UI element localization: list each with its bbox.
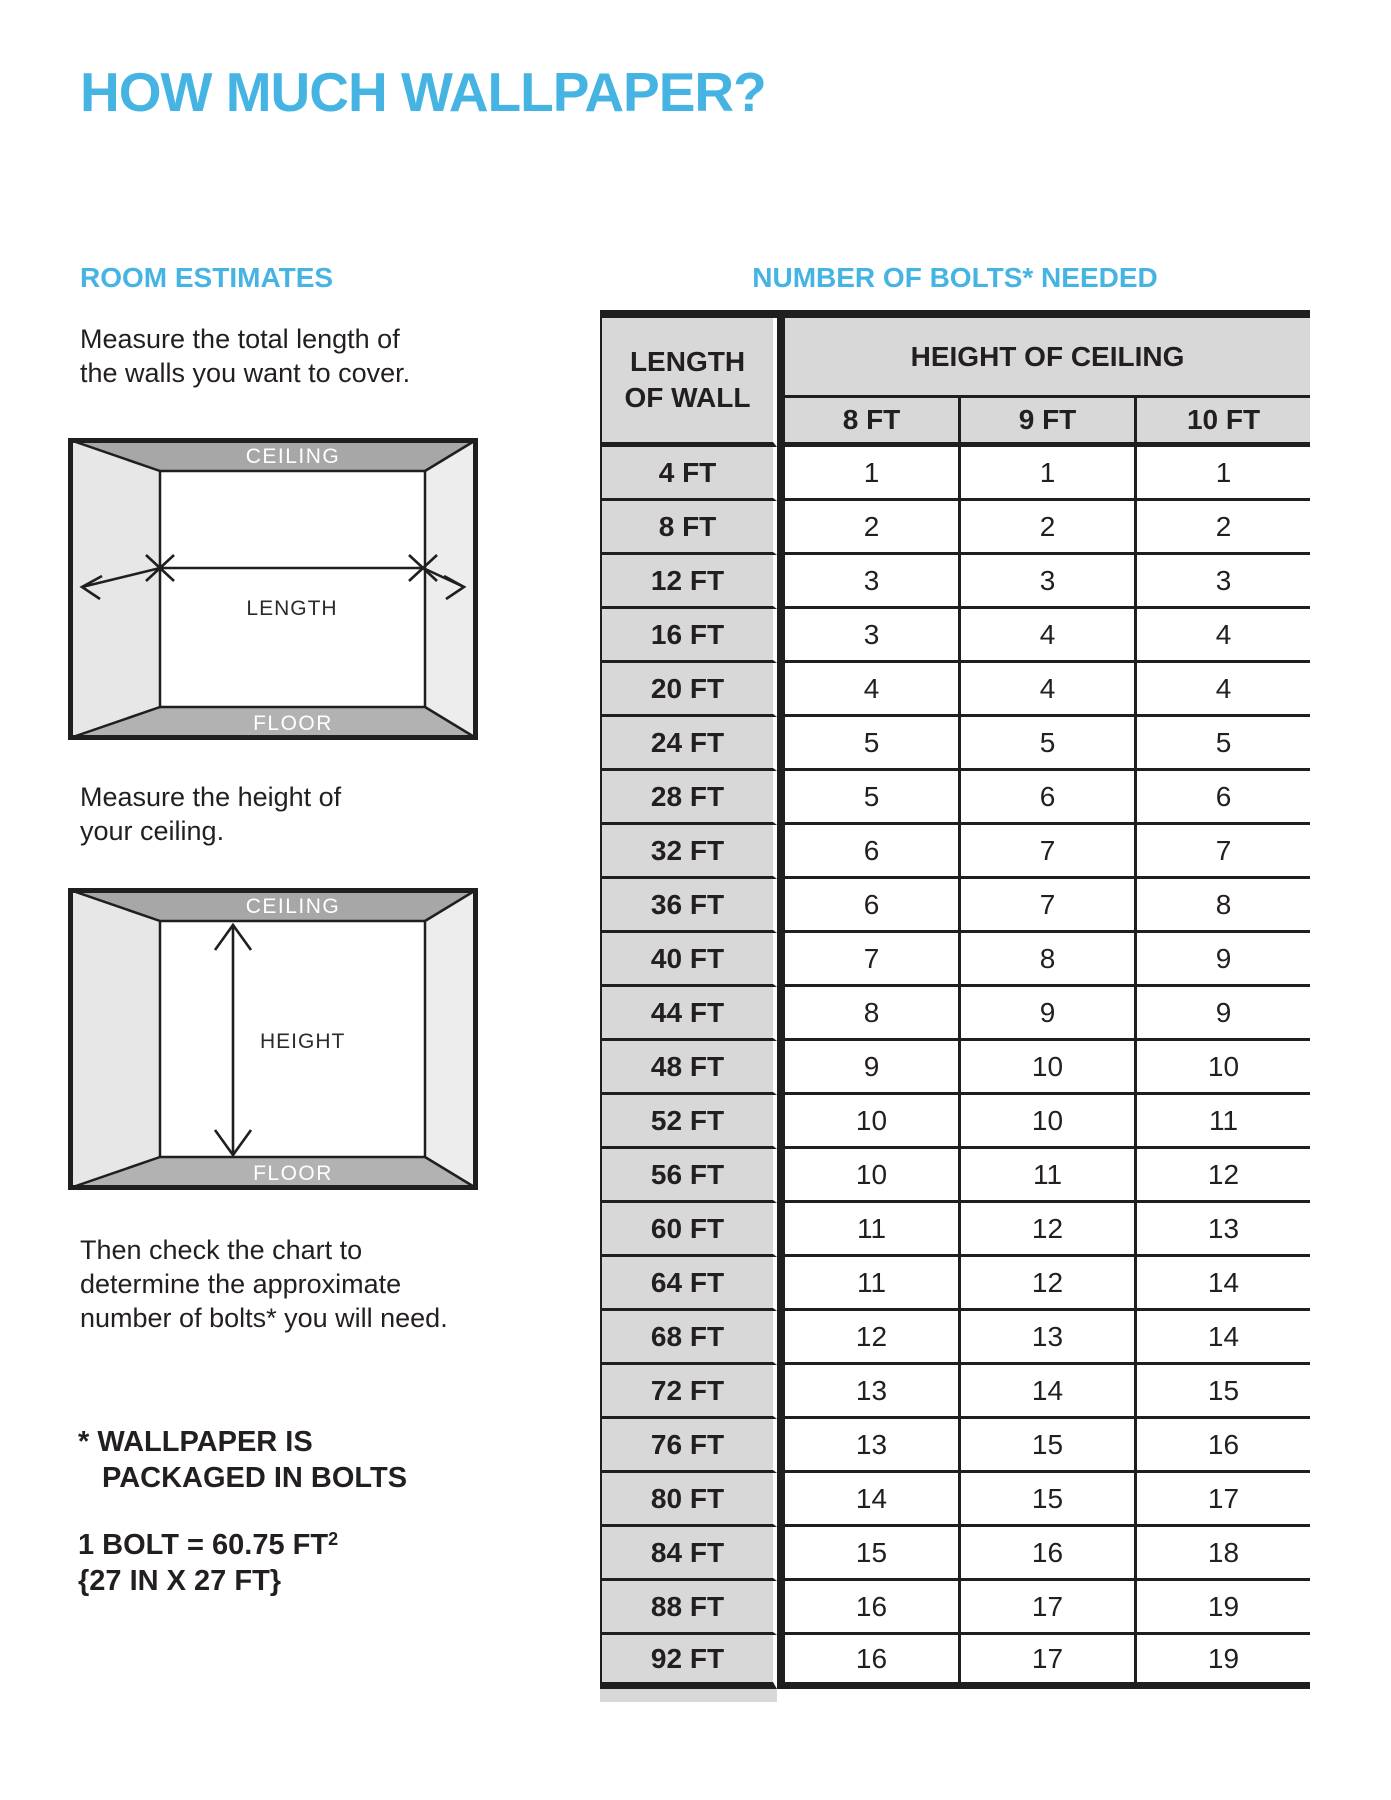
bolt-count-cell: 15 — [958, 1473, 1134, 1527]
row-label-wall-length: 80 FT — [600, 1473, 777, 1527]
row-label-wall-length: 40 FT — [600, 933, 777, 987]
bolt-count-cell: 4 — [777, 663, 958, 717]
row-label-wall-length: 64 FT — [600, 1257, 777, 1311]
bolt-count-cell: 16 — [777, 1635, 958, 1689]
table-heading: NUMBER OF BOLTS* NEEDED — [752, 262, 1158, 293]
bolt-count-cell: 6 — [958, 771, 1134, 825]
bolts-table — [600, 318, 1310, 1689]
bolt-count-cell: 1 — [1134, 447, 1310, 501]
bolt-count-cell: 3 — [1134, 555, 1310, 609]
bolt-count-cell: 7 — [1134, 825, 1310, 879]
bolt-count-cell: 9 — [1134, 987, 1310, 1041]
bolt-count-cell: 11 — [777, 1257, 958, 1311]
bolt-count-cell: 18 — [1134, 1527, 1310, 1581]
room-diagram-height — [68, 888, 478, 1190]
bolt-equation — [78, 1521, 338, 1599]
table-row — [600, 1041, 1310, 1095]
row-label-wall-length: 60 FT — [600, 1203, 777, 1257]
floor-label: FLOOR — [253, 1162, 333, 1185]
table-row — [600, 1365, 1310, 1419]
bolt-count-cell: 9 — [958, 987, 1134, 1041]
bolt-count-cell: 6 — [1134, 771, 1310, 825]
bolt-count-cell: 1 — [777, 447, 958, 501]
column-header-10ft: 10 FT — [1134, 398, 1310, 447]
wallpaper-bolts-footnote — [78, 1424, 407, 1496]
bolt-count-cell: 14 — [1134, 1257, 1310, 1311]
bolt-count-cell: 5 — [777, 771, 958, 825]
bolt-count-cell: 12 — [777, 1311, 958, 1365]
room-perspective-length-illustration — [68, 438, 478, 740]
bolt-count-cell: 12 — [958, 1257, 1134, 1311]
bolt-count-cell: 15 — [958, 1419, 1134, 1473]
bolt-count-cell: 16 — [1134, 1419, 1310, 1473]
bolt-count-cell: 10 — [777, 1095, 958, 1149]
row-label-wall-length: 4 FT — [600, 447, 777, 501]
table-row — [600, 933, 1310, 987]
bolt-count-cell: 17 — [958, 1581, 1134, 1635]
bolt-count-cell: 4 — [1134, 609, 1310, 663]
table-row — [600, 1095, 1310, 1149]
row-label-wall-length: 56 FT — [600, 1149, 777, 1203]
bolt-count-cell: 9 — [777, 1041, 958, 1095]
bolt-count-cell: 10 — [958, 1095, 1134, 1149]
height-label: HEIGHT — [260, 1030, 346, 1053]
bolt-count-cell: 17 — [1134, 1473, 1310, 1527]
bolt-count-cell: 4 — [958, 609, 1134, 663]
length-label: LENGTH — [246, 597, 338, 620]
bolt-count-cell: 3 — [958, 555, 1134, 609]
label-column-gray-tail — [600, 1689, 777, 1702]
row-label-wall-length: 92 FT — [600, 1635, 777, 1689]
bolt-count-cell: 11 — [1134, 1095, 1310, 1149]
table-row — [600, 1635, 1310, 1689]
bolt-count-cell: 2 — [1134, 501, 1310, 555]
instruction-line: Measure the total length of — [80, 324, 400, 354]
row-label-wall-length: 16 FT — [600, 609, 777, 663]
row-label-wall-length: 76 FT — [600, 1419, 777, 1473]
bolts-table-body — [600, 447, 1310, 1689]
table-row — [600, 1527, 1310, 1581]
bolt-count-cell: 5 — [1134, 717, 1310, 771]
corner-header-length-of-wall — [600, 318, 777, 447]
table-row — [600, 663, 1310, 717]
bolt-count-cell: 14 — [777, 1473, 958, 1527]
table-row — [600, 447, 1310, 501]
table-row — [600, 1203, 1310, 1257]
table-row — [600, 825, 1310, 879]
table-row — [600, 1581, 1310, 1635]
instruction-line: the walls you want to cover. — [80, 358, 411, 388]
bolts-table-container — [600, 310, 1310, 1689]
table-row — [600, 1257, 1310, 1311]
column-header-8ft: 8 FT — [777, 398, 958, 447]
height-of-ceiling-header: HEIGHT OF CEILING — [777, 318, 1310, 398]
bolt-count-cell: 14 — [1134, 1311, 1310, 1365]
bolt-count-cell: 4 — [958, 663, 1134, 717]
bolt-count-cell: 13 — [777, 1419, 958, 1473]
bolt-count-cell: 15 — [1134, 1365, 1310, 1419]
table-row — [600, 1473, 1310, 1527]
instruction-line: Measure the height of — [80, 782, 342, 812]
bolt-count-cell: 12 — [958, 1203, 1134, 1257]
table-row — [600, 717, 1310, 771]
bolt-count-cell: 10 — [958, 1041, 1134, 1095]
ceiling-label: CEILING — [245, 895, 341, 918]
bolt-count-cell: 19 — [1134, 1635, 1310, 1689]
bolt-count-cell: 15 — [777, 1527, 958, 1581]
row-label-wall-length: 12 FT — [600, 555, 777, 609]
corner-header-line: OF WALL — [624, 382, 751, 413]
bolt-count-cell: 2 — [958, 501, 1134, 555]
bolt-count-cell: 12 — [1134, 1149, 1310, 1203]
footnote-line: * WALLPAPER IS — [78, 1426, 313, 1458]
table-row — [600, 879, 1310, 933]
instruction-line: number of bolts* you will need. — [80, 1303, 448, 1333]
bolt-count-cell: 5 — [958, 717, 1134, 771]
bolt-count-cell: 13 — [958, 1311, 1134, 1365]
bolt-count-cell: 7 — [958, 879, 1134, 933]
table-row — [600, 609, 1310, 663]
superscript-2: 2 — [328, 1529, 339, 1549]
row-label-wall-length: 52 FT — [600, 1095, 777, 1149]
table-row — [600, 501, 1310, 555]
bolt-count-cell: 7 — [958, 825, 1134, 879]
bolt-count-cell: 8 — [777, 987, 958, 1041]
table-row — [600, 1149, 1310, 1203]
instruction-line: Then check the chart to — [80, 1235, 363, 1265]
bolt-count-cell: 11 — [777, 1203, 958, 1257]
bolt-count-cell: 13 — [777, 1365, 958, 1419]
instruction-measure-length — [80, 322, 410, 390]
column-header-9ft: 9 FT — [958, 398, 1134, 447]
row-label-wall-length: 88 FT — [600, 1581, 777, 1635]
instruction-line: determine the approximate — [80, 1269, 402, 1299]
row-label-wall-length: 20 FT — [600, 663, 777, 717]
table-row — [600, 771, 1310, 825]
bolt-count-cell: 9 — [1134, 933, 1310, 987]
table-row — [600, 1311, 1310, 1365]
bolt-count-cell: 7 — [777, 933, 958, 987]
page-title: HOW MUCH WALLPAPER? — [80, 61, 766, 123]
room-perspective-height-illustration — [68, 888, 478, 1190]
section-heading-room-estimates: ROOM ESTIMATES — [80, 262, 334, 293]
room-diagram-length — [68, 438, 478, 740]
row-label-wall-length: 68 FT — [600, 1311, 777, 1365]
bolt-count-cell: 5 — [777, 717, 958, 771]
row-label-wall-length: 36 FT — [600, 879, 777, 933]
floor-label: FLOOR — [253, 712, 333, 735]
bolt-count-cell: 13 — [1134, 1203, 1310, 1257]
bolt-count-cell: 3 — [777, 555, 958, 609]
row-label-wall-length: 84 FT — [600, 1527, 777, 1581]
instruction-check-chart — [80, 1233, 448, 1335]
bolt-count-cell: 10 — [1134, 1041, 1310, 1095]
bolt-count-cell: 11 — [958, 1149, 1134, 1203]
table-row — [600, 1419, 1310, 1473]
bolt-count-cell: 2 — [777, 501, 958, 555]
row-label-wall-length: 32 FT — [600, 825, 777, 879]
footnote-line: PACKAGED IN BOLTS — [102, 1462, 408, 1494]
corner-header-line: LENGTH — [629, 346, 746, 377]
bolt-count-cell: 16 — [958, 1527, 1134, 1581]
bolt-count-cell: 4 — [1134, 663, 1310, 717]
ceiling-label: CEILING — [245, 445, 341, 468]
row-label-wall-length: 28 FT — [600, 771, 777, 825]
table-row — [600, 555, 1310, 609]
bolt-dimensions-line: {27 IN X 27 FT} — [78, 1565, 282, 1597]
instruction-measure-height — [80, 780, 341, 848]
row-label-wall-length: 24 FT — [600, 717, 777, 771]
row-label-wall-length: 44 FT — [600, 987, 777, 1041]
bolt-count-cell: 6 — [777, 825, 958, 879]
bolt-count-cell: 6 — [777, 879, 958, 933]
bolt-count-cell: 8 — [1134, 879, 1310, 933]
row-label-wall-length: 48 FT — [600, 1041, 777, 1095]
bolt-count-cell: 19 — [1134, 1581, 1310, 1635]
bolt-count-cell: 14 — [958, 1365, 1134, 1419]
bolt-count-cell: 17 — [958, 1635, 1134, 1689]
bolt-count-cell: 8 — [958, 933, 1134, 987]
instruction-line: your ceiling. — [80, 816, 225, 846]
table-row — [600, 987, 1310, 1041]
bolt-size-line: 1 BOLT = 60.75 $FT^2$ — [78, 1529, 339, 1561]
bolt-count-cell: 3 — [777, 609, 958, 663]
row-label-wall-length: 72 FT — [600, 1365, 777, 1419]
table-header-row-1 — [600, 318, 1310, 398]
bolt-count-cell: 1 — [958, 447, 1134, 501]
row-label-wall-length: 8 FT — [600, 501, 777, 555]
bolt-count-cell: 10 — [777, 1149, 958, 1203]
bolt-count-cell: 16 — [777, 1581, 958, 1635]
